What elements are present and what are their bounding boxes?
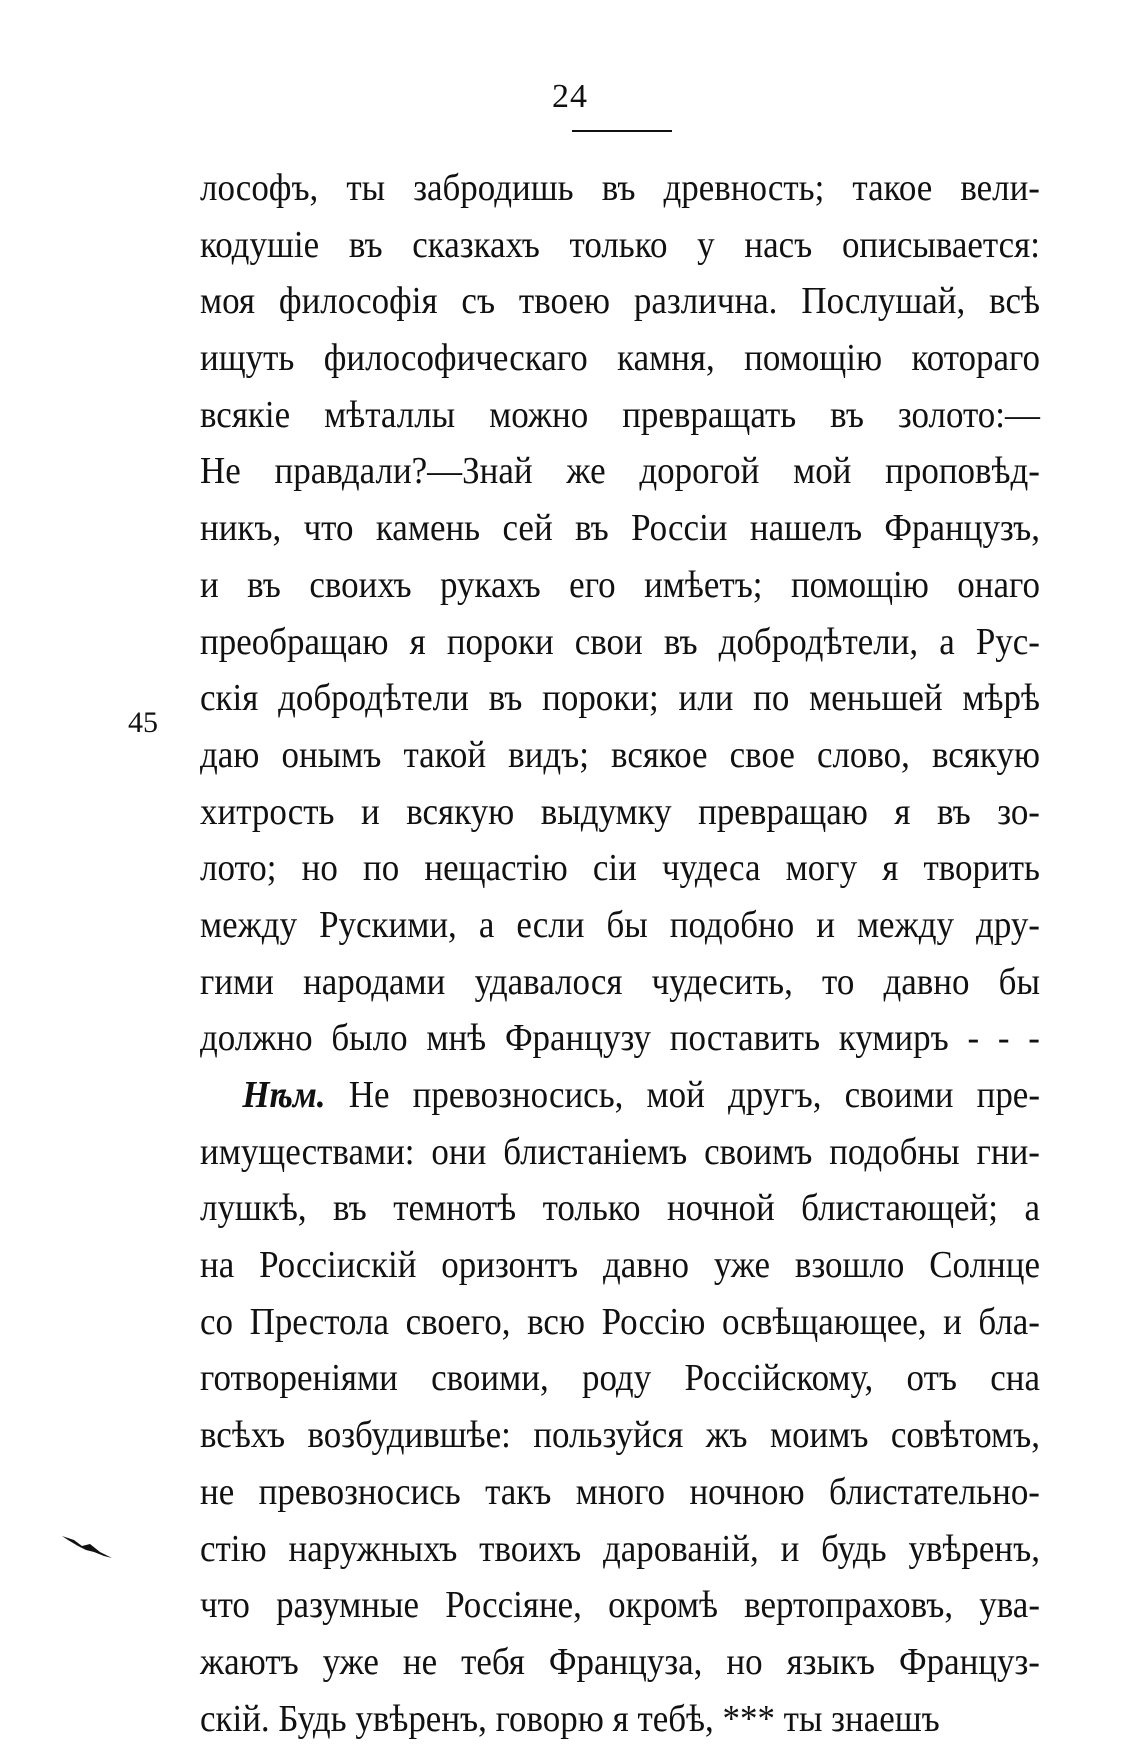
text-line: Не правдали?—Знай же дорогой мой проповѣд- <box>200 450 1040 493</box>
body-text <box>200 160 1040 1747</box>
text-line: моя философія съ твоею различна. Послушай, всѣ <box>200 280 1040 323</box>
speaker-line-text: Не превозносись, мой другъ, своими пре- <box>348 1074 1040 1116</box>
text-line: лото; но по нещастію сіи чудеса могу я творить <box>200 847 1040 890</box>
text-line: лушкѣ, въ темнотѣ только ночной блистающей; а <box>200 1187 1040 1230</box>
speaker-line <box>200 1067 1040 1124</box>
text-line: должно было мнѣ Французу поставить кумиръ - - - <box>200 1017 1040 1060</box>
text-line: и въ своихъ рукахъ его имѣетъ; помощію онаго <box>200 563 1040 606</box>
text-line: скій. Будь увѣренъ, говорю я тебѣ, *** ты знаешъ <box>200 1697 940 1740</box>
text-line: всѣхъ возбудившѣе: пользуйся жъ моимъ совѣтомъ, <box>200 1414 1040 1457</box>
speaker-label: Нѣм. <box>242 1074 326 1116</box>
text-line: стію наружныхъ твоихъ дарованій, и будь увѣренъ, <box>200 1527 1040 1570</box>
text-line: ищуть философическаго камня, помощію котораго <box>200 337 1040 380</box>
page-number-rule <box>572 130 672 132</box>
text-line: кодушіе въ сказкахъ только у насъ описывается: <box>200 223 1040 266</box>
text-line: преобращаю я пороки свои въ добродѣтели, а Рус- <box>200 620 1040 663</box>
text-line: со Престола своего, всю Россію освѣщающее, и бла- <box>200 1300 1040 1343</box>
ink-mark-icon <box>60 1532 120 1567</box>
text-line: не превозносись такъ много ночною блистательно- <box>200 1470 1040 1513</box>
text-line: скія добродѣтели въ пороки; или по меньшей мѣрѣ <box>200 677 1040 720</box>
text-line: гими народами удавалося чудесить, то давно бы <box>200 960 1040 1003</box>
text-line: между Рускими, а если бы подобно и между дру- <box>200 903 1040 946</box>
text-line: лософъ, ты забродишь въ древность; такое вели- <box>200 167 1040 209</box>
text-line: на Россіискій оризонтъ давно уже взошло Солнце <box>200 1244 1040 1287</box>
text-line: хитрость и всякую выдумку превращаю я въ зо- <box>200 790 1040 833</box>
line-number-marker: 45 <box>128 706 158 739</box>
text-line: готвореніями своими, роду Россійскому, отъ сна <box>200 1357 1040 1400</box>
text-line: никъ, что камень сей въ Россіи нашелъ Французъ, <box>200 507 1040 550</box>
text-line: что разумные Россіяне, окромѣ вертопраховъ, ува- <box>200 1584 1040 1627</box>
text-line: жаютъ уже не тебя Француза, но языкъ Француз- <box>200 1640 1040 1683</box>
page-number: 24 <box>552 78 588 115</box>
text-line: всякіе мѣталлы можно превращать въ золото:— <box>200 393 1040 436</box>
text-line: имуществами: они блистаніемъ своимъ подобны гни- <box>200 1130 1040 1173</box>
text-line: даю онымъ такой видъ; всякое свое слово, всякую <box>200 733 1040 776</box>
